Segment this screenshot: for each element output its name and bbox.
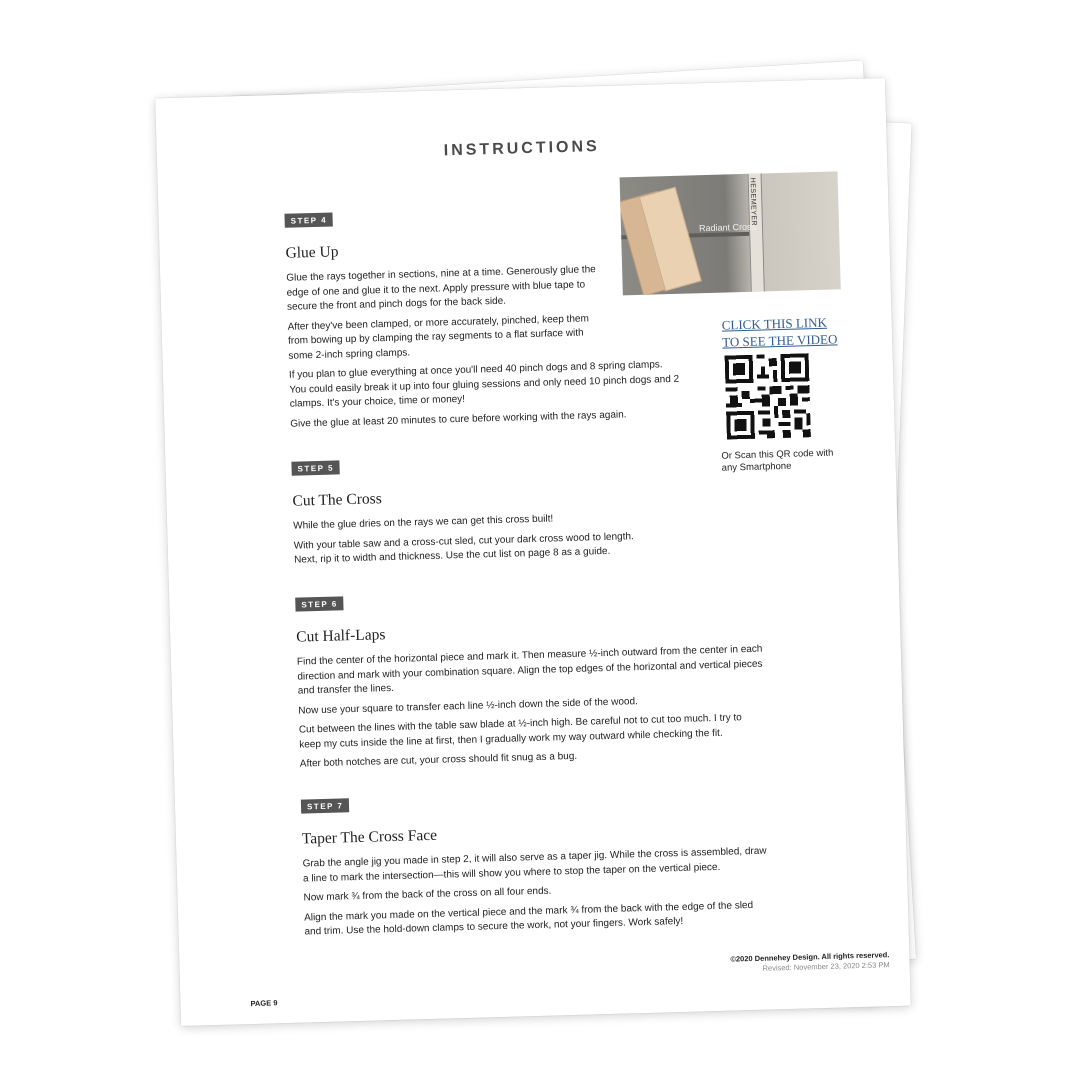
- step-paragraph: Cut between the lines with the table saw blade at ½-inch high. Be careful not to cut too much. I try to keep my cuts inside the line at first, then I gradually work my way outward while checking the fit.: [298, 712, 742, 751]
- step-title: Cut The Cross: [292, 490, 382, 510]
- step-paragraph: After both notches are cut, your cross should fit snug as a bug.: [299, 750, 578, 770]
- step-badge: STEP 7: [301, 798, 350, 813]
- step-paragraph: Find the center of the horizontal piece and mark it. Then measure ½-inch outward from the center in each direction and mark with your combination square. Align the top edges of the horizontal and vertical pieces and transfer the lines.: [296, 643, 763, 697]
- fence-label: HESEMEYER: [748, 177, 757, 227]
- step-paragraph: Align the mark you made on the vertical piece and the mark ¾ from the back with the edge of the sled and trim. Use the hold-down clamps to secure the work, not your fingers. Work safely!: [303, 899, 754, 938]
- step-paragraph: Give the glue at least 20 minutes to cure before working with the rays again.: [290, 408, 627, 430]
- qr-caption: Or Scan this QR code with any Smartphone: [721, 447, 834, 474]
- step-paragraph: Now use your square to transfer each line ½-inch down the side of the wood.: [298, 695, 638, 717]
- step-title: Cut Half-Laps: [296, 626, 386, 646]
- video-link[interactable]: [722, 313, 863, 351]
- revision-date: Revised: November 23, 2020 2:53 PM: [762, 960, 890, 973]
- instruction-page: [155, 78, 911, 1026]
- step-title: Glue Up: [285, 243, 339, 262]
- step-paragraph: Glue the rays together in sections, nine at a time. Generously glue the edge of one and glue it to the next. Apply pressure with blue tape to secure the front and pinch dogs for the back side.: [286, 264, 596, 313]
- step-badge: STEP 6: [295, 596, 344, 611]
- step-paragraph: If you plan to glue everything at once you'll need 40 pinch dogs and 8 spring clamps. You could easily break it up into four gluing sessions and only need 10 pinch dogs and 2 clamps. It's your choice, time or money!: [288, 359, 680, 410]
- step-paragraph: Grab the angle jig you made in step 2, it will also serve as a taper jig. While the cross is assembled, draw a line to mark the intersection—this will show you where to stop the taper on the vertical piece.: [302, 845, 767, 885]
- video-thumbnail[interactable]: [620, 171, 841, 295]
- step-title: Taper The Cross Face: [301, 826, 438, 848]
- step-7-section: [301, 780, 905, 945]
- step-paragraph: After they've been clamped, or more accurately, pinched, keep them from bowing up by clamping the ray segments to a flat surface with some 2-inch spring clamps.: [287, 312, 589, 362]
- copyright-text: ©2020 Dennehey Design. All rights reserved.: [730, 950, 890, 964]
- step-paragraph: While the glue dries on the rays we can get this cross built!: [293, 513, 554, 532]
- step-badge: STEP 5: [291, 460, 340, 475]
- step-paragraph: Now mark ¾ from the back of the cross on all four ends.: [303, 885, 552, 904]
- step-badge: STEP 4: [284, 212, 333, 227]
- step-5-section: [291, 446, 764, 574]
- page-title: INSTRUCTIONS: [443, 137, 600, 160]
- video-caption: Radiant Cross: [698, 221, 757, 234]
- qr-code-icon[interactable]: [725, 353, 811, 439]
- page-number: PAGE 9: [250, 998, 278, 1009]
- footer: [730, 950, 890, 974]
- video-link-line[interactable]: TO SEE THE VIDEO: [722, 331, 838, 350]
- video-link-line[interactable]: CLICK THIS LINK: [721, 314, 828, 333]
- step-paragraph: With your table saw and a cross-cut sled, cut your dark cross wood to length. Next, rip it to width and thickness. Use the cut list on page 8 as a guide.: [293, 530, 634, 566]
- step-6-section: [295, 578, 900, 777]
